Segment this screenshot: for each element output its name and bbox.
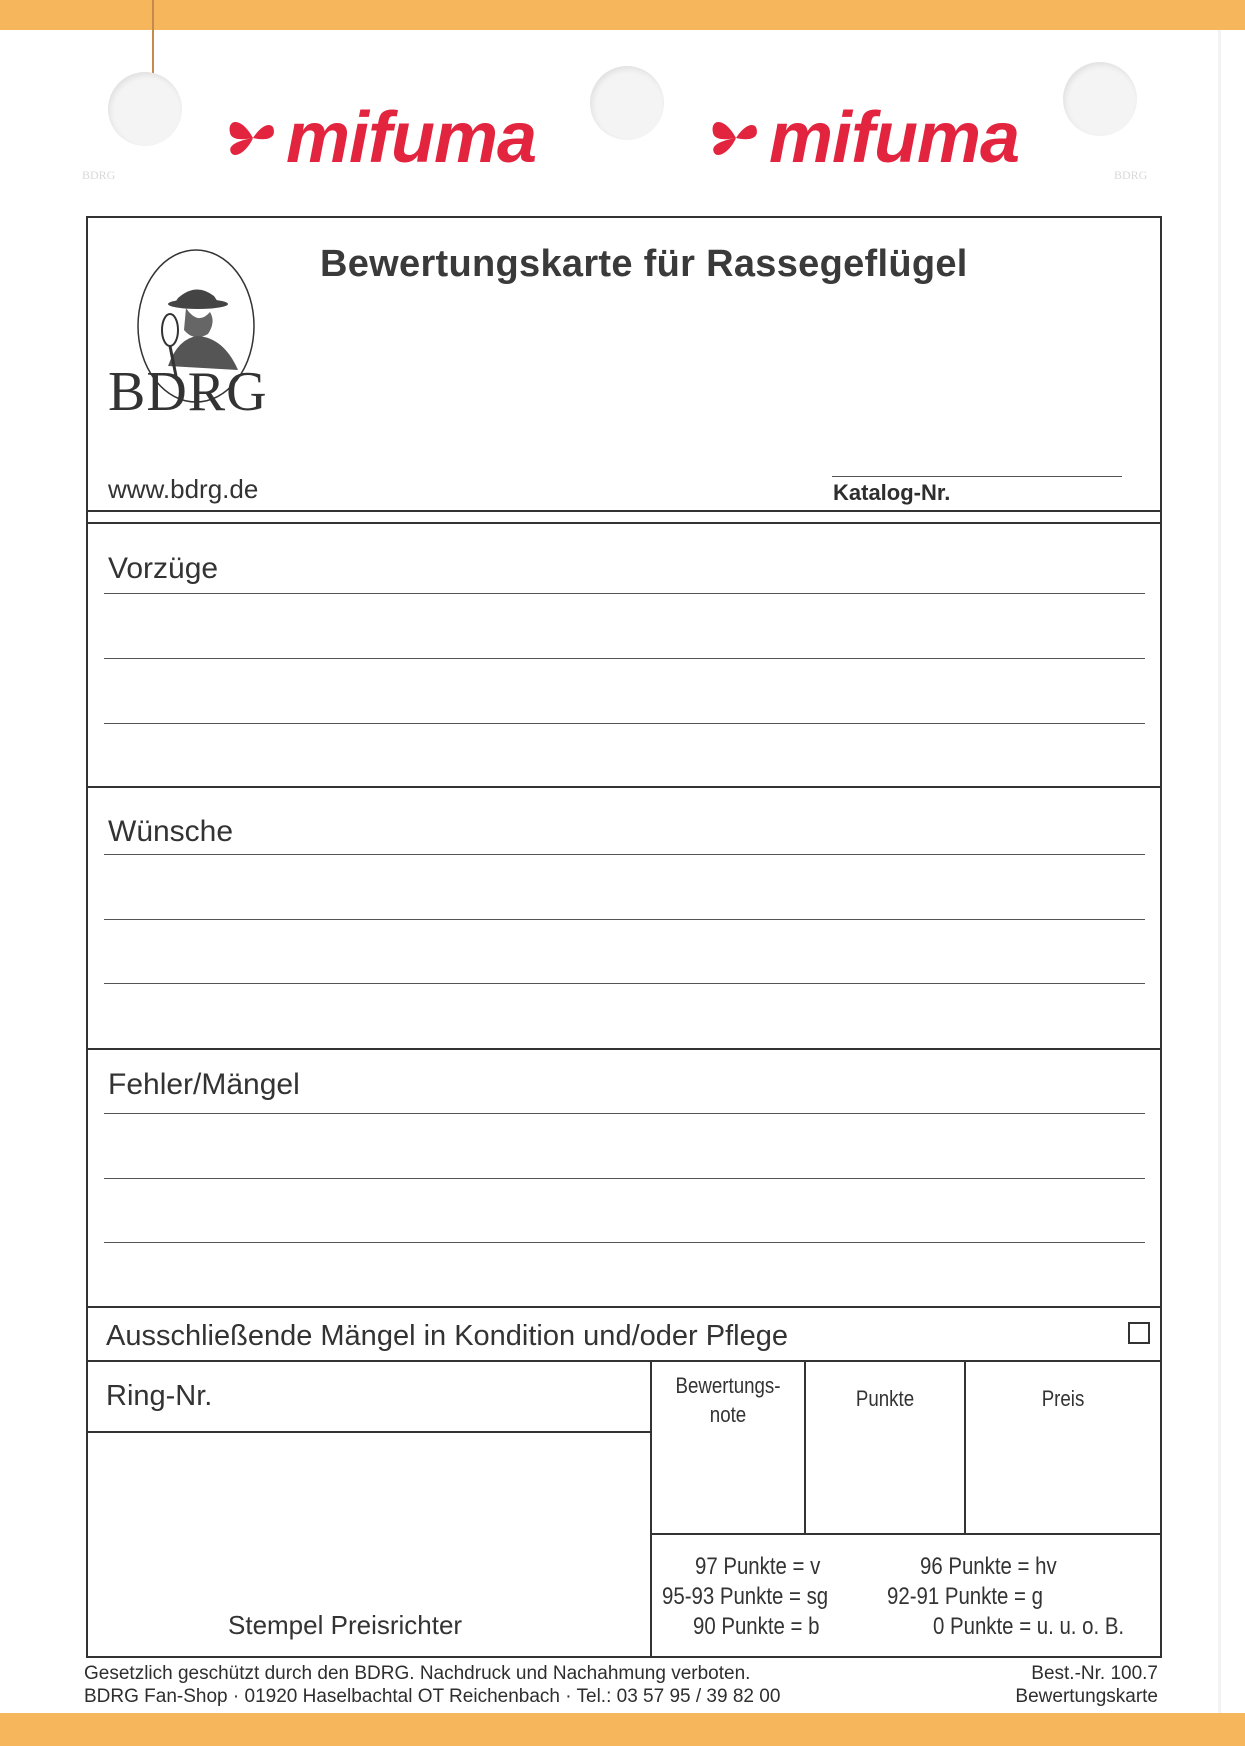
section-divider — [86, 1306, 1162, 1308]
footer-order-name: Bewertungskarte — [1015, 1686, 1158, 1707]
katalog-label: Katalog-Nr. — [833, 480, 951, 505]
fehler-line-2[interactable] — [104, 1178, 1145, 1179]
scale-right-1: 96 Punkte = hv — [920, 1553, 1057, 1580]
fehler-line-3[interactable] — [104, 1242, 1145, 1243]
website-url[interactable]: www.bdrg.de — [108, 474, 259, 504]
exclusion-checkbox[interactable] — [1128, 1322, 1150, 1344]
wuensche-line-1[interactable] — [104, 854, 1145, 855]
top-color-band — [0, 0, 1245, 30]
section-divider — [86, 786, 1162, 788]
butterfly-icon — [222, 107, 284, 169]
section-wuensche-label: Wünsche — [108, 815, 234, 848]
wuensche-line-2[interactable] — [104, 919, 1145, 920]
grid-vertical-mid — [804, 1360, 806, 1533]
footer-legal: Gesetzlich geschützt durch den BDRG. Nachdruck und Nachahmung verboten. — [84, 1663, 751, 1684]
price-column-header: Preis — [1041, 1386, 1085, 1411]
katalog-write-line[interactable] — [832, 476, 1122, 477]
watermark-logo-right: BDRG — [1114, 168, 1148, 182]
price-input-cell[interactable] — [968, 1440, 1158, 1530]
ring-nr-label: Ring-Nr. — [106, 1380, 213, 1412]
fehler-line-1[interactable] — [104, 1113, 1145, 1114]
perforation-line — [152, 0, 154, 82]
vorzuege-line-2[interactable] — [104, 658, 1145, 659]
butterfly-icon — [705, 107, 767, 169]
exclusion-label: Ausschließende Mängel in Kondition und/oder Pflege — [106, 1320, 788, 1352]
punch-hole-right — [1063, 62, 1137, 136]
watermark-logo-left: BDRG — [82, 168, 116, 182]
wuensche-line-3[interactable] — [104, 983, 1145, 984]
bdrg-logo — [108, 246, 298, 430]
points-input-cell[interactable] — [808, 1440, 962, 1530]
scale-divider — [652, 1533, 1162, 1535]
points-column-header: Punkte — [855, 1386, 915, 1411]
section-fehler-label: Fehler/Mängel — [108, 1068, 300, 1101]
section-divider — [86, 1360, 1162, 1362]
grid-vertical-left — [650, 1360, 652, 1656]
scale-right-2: 92-91 Punkte = g — [887, 1583, 1043, 1610]
footer-order-no: Best.-Nr. 100.7 — [1031, 1663, 1158, 1684]
header-divider-second — [86, 522, 1162, 524]
note-column-header: Bewertungs- note — [675, 1373, 781, 1427]
note-input-cell[interactable] — [654, 1440, 802, 1530]
right-margin-line — [1218, 30, 1221, 1713]
bdrg-logo-text: BDRG — [108, 361, 268, 423]
punch-hole-middle — [590, 66, 664, 140]
scale-left-2: 95-93 Punkte = sg — [662, 1583, 829, 1610]
footer-shop: BDRG Fan-Shop · 01920 Haselbachtal OT Reichenbach · Tel.: 03 57 95 / 39 82 00 — [84, 1686, 781, 1707]
vorzuege-line-1[interactable] — [104, 593, 1145, 594]
stamp-label: Stempel Preisrichter — [228, 1610, 463, 1640]
header-divider — [86, 510, 1162, 512]
vorzuege-line-3[interactable] — [104, 723, 1145, 724]
brand-name: mifuma — [286, 98, 537, 178]
brand-logo-left — [222, 98, 536, 178]
brand-logo-right — [705, 98, 1019, 178]
scale-left-3: 90 Punkte = b — [693, 1613, 820, 1640]
scale-right-3: 0 Punkte = u. u. o. B. — [933, 1613, 1125, 1640]
punch-hole-left — [108, 72, 182, 146]
ring-nr-field[interactable] — [102, 1433, 648, 1529]
section-vorzuege-label: Vorzüge — [108, 552, 219, 585]
bottom-color-band — [0, 1713, 1245, 1746]
scale-left-1: 97 Punkte = v — [695, 1553, 821, 1580]
section-divider — [86, 1048, 1162, 1050]
brand-name: mifuma — [769, 98, 1020, 178]
card-title: Bewertungskarte für Rassegeflügel — [320, 243, 968, 285]
grid-vertical-right — [964, 1360, 966, 1533]
